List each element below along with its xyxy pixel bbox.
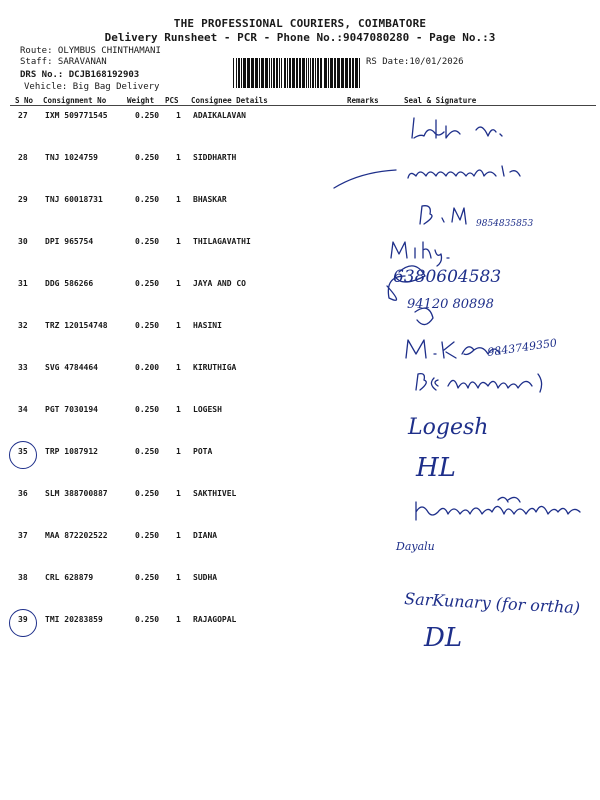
signature-37	[392, 530, 472, 560]
drs-number: DRS No.: DCJB168192903	[20, 70, 140, 80]
barcode-bar	[320, 58, 322, 88]
barcode-bar	[265, 58, 268, 88]
barcode-bar	[296, 58, 298, 88]
barcode-bar	[269, 58, 270, 88]
signature-34	[400, 404, 520, 444]
row-sno: 38	[18, 573, 28, 582]
barcode-bar	[271, 58, 272, 88]
row-sno: 37	[18, 531, 28, 540]
barcode-bar	[259, 58, 260, 88]
row-consignment: TNJ 1024759	[45, 153, 98, 162]
barcode-bar	[247, 58, 250, 88]
row-sno: 39	[18, 615, 28, 624]
table-row	[0, 442, 600, 484]
row-consignment: CRL 628879	[45, 573, 94, 582]
company-title: THE PROFESSIONAL COURIERS, COIMBATORE	[173, 17, 427, 30]
row-consignee: SAKTHIVEL	[193, 489, 237, 498]
row-sno: 33	[18, 363, 28, 372]
barcode-bar	[289, 58, 291, 88]
barcode-bar	[337, 58, 340, 88]
rs-date: RS Date:10/01/2026	[366, 57, 464, 67]
barcode-bar	[241, 58, 242, 88]
signature-32-phone: 9843749350	[486, 336, 558, 359]
route-label: Route: OLYMBUS CHINTHAMANI	[20, 46, 161, 56]
barcode-bar	[273, 58, 275, 88]
signature-39	[400, 610, 520, 654]
row-consignee: SUDHA	[193, 573, 218, 582]
signature-stroke-28	[330, 168, 400, 193]
signature-29-phone: 9854835853	[476, 219, 534, 229]
row-sno: 27	[18, 111, 28, 120]
barcode-bar	[251, 58, 254, 88]
col-pcs: PCS	[165, 96, 179, 105]
barcode-bar	[276, 58, 278, 88]
row-weight: 0.250	[135, 489, 160, 498]
row-consignee: HASINI	[193, 321, 222, 330]
row-weight: 0.250	[135, 195, 160, 204]
barcode-bar	[359, 58, 360, 88]
row-consignee: KIRUTHIGA	[193, 363, 237, 372]
col-sno: S No	[15, 96, 34, 105]
row-consignment: IXM 509771545	[45, 111, 108, 120]
row-consignment: TNJ 60018731	[45, 195, 103, 204]
barcode-bar	[236, 58, 237, 88]
row-consignee: RAJAGOPAL	[193, 615, 237, 624]
row-sno: 30	[18, 237, 28, 246]
row-consignment: DDG 586266	[45, 279, 94, 288]
vehicle-label: Vehicle: Big Bag Delivery	[24, 82, 160, 92]
row-pcs: 1	[176, 153, 181, 162]
signature-36	[408, 490, 588, 530]
signature-35	[410, 448, 490, 484]
barcode-bar	[292, 58, 295, 88]
barcode-bar	[355, 58, 358, 88]
row-pcs: 1	[176, 489, 181, 498]
row-pcs: 1	[176, 405, 181, 414]
row-weight: 0.250	[135, 321, 160, 330]
barcode-bar	[328, 58, 329, 88]
col-remarks: Remarks	[347, 96, 379, 105]
row-consignment: DPI 965754	[45, 237, 94, 246]
barcode-bar	[281, 58, 282, 88]
row-pcs: 1	[176, 237, 181, 246]
barcode-bar	[315, 58, 316, 88]
barcode-bar	[302, 58, 305, 88]
row-sno: 34	[18, 405, 28, 414]
row-pcs: 1	[176, 321, 181, 330]
signature-39-text: DL	[424, 623, 463, 653]
signature-35-text: HL	[416, 453, 456, 483]
row-sno: 32	[18, 321, 28, 330]
signature-32	[400, 326, 590, 366]
row-consignment: TMI 20283859	[45, 615, 103, 624]
row-consignment: TRP 1087912	[45, 447, 98, 456]
staff-label: Staff: SARAVANAN	[20, 57, 107, 67]
row-weight: 0.200	[135, 363, 160, 372]
barcode-bar	[306, 58, 307, 88]
row-pcs: 1	[176, 363, 181, 372]
row-consignment: TRZ 120154748	[45, 321, 108, 330]
col-weight: Weight	[127, 96, 155, 105]
barcode-bar	[255, 58, 258, 88]
row-consignment: SVG 4784464	[45, 363, 98, 372]
row-consignment: SLM 388700887	[45, 489, 108, 498]
row-consignment: PGT 7030194	[45, 405, 98, 414]
barcode-bar	[261, 58, 264, 88]
row-weight: 0.250	[135, 573, 160, 582]
row-pcs: 1	[176, 279, 181, 288]
row-sno: 36	[18, 489, 28, 498]
col-consignment: Consignment No	[43, 96, 107, 105]
row-sno: 35	[18, 447, 28, 456]
row-consignee: JAYA AND CO	[193, 279, 246, 288]
row-pcs: 1	[176, 447, 181, 456]
signature-29	[410, 198, 560, 232]
barcode-bar	[330, 58, 333, 88]
row-weight: 0.250	[135, 279, 160, 288]
barcode-bar	[352, 58, 354, 88]
row-consignee: SIDDHARTH	[193, 153, 237, 162]
row-weight: 0.250	[135, 153, 160, 162]
barcode-bar	[287, 58, 288, 88]
barcode-bar	[324, 58, 327, 88]
row-pcs: 1	[176, 195, 181, 204]
barcode-image	[232, 58, 362, 88]
col-consignee: Consignee Details	[191, 96, 268, 105]
signature-34-text: Logesh	[408, 415, 489, 440]
signature-28	[400, 158, 530, 188]
table-row	[0, 526, 600, 568]
row-weight: 0.250	[135, 111, 160, 120]
signature-27	[400, 112, 520, 148]
row-weight: 0.250	[135, 531, 160, 540]
barcode-bar	[238, 58, 240, 88]
signature-31-phone: 6380604583	[393, 267, 502, 287]
row-consignee: POTA	[193, 447, 213, 456]
barcode-bar	[312, 58, 314, 88]
row-consignee: LOGESH	[193, 405, 222, 414]
row-pcs: 1	[176, 615, 181, 624]
barcode-bar	[345, 58, 348, 88]
barcode-bar	[308, 58, 309, 88]
row-weight: 0.250	[135, 615, 160, 624]
barcode-bar	[310, 58, 311, 88]
barcode-bar	[243, 58, 246, 88]
row-sno: 31	[18, 279, 28, 288]
row-weight: 0.250	[135, 405, 160, 414]
row-consignee: THILAGAVATHI	[193, 237, 251, 246]
barcode-bar	[334, 58, 336, 88]
barcode-bar	[299, 58, 301, 88]
col-seal: Seal & Signature	[404, 96, 477, 105]
signature-37-text: Dayalu	[396, 540, 435, 553]
row-sno: 29	[18, 195, 28, 204]
row-sno: 28	[18, 153, 28, 162]
signature-38-text: SarKunary (for ortha)	[403, 589, 581, 618]
barcode-bar	[341, 58, 344, 88]
signature-33	[408, 366, 558, 398]
signature-31-extra: 94120 80898	[407, 297, 494, 312]
barcode-bar	[349, 58, 351, 88]
barcode-bar	[233, 58, 234, 88]
runsheet-title: Delivery Runsheet - PCR - Phone No.:9047080280 - Page No.:3	[104, 31, 496, 44]
circle-mark-35	[9, 441, 37, 469]
row-weight: 0.250	[135, 237, 160, 246]
row-weight: 0.250	[135, 447, 160, 456]
row-consignee: BHASKAR	[193, 195, 227, 204]
circle-mark-39	[9, 609, 37, 637]
row-pcs: 1	[176, 111, 181, 120]
barcode-bar	[279, 58, 280, 88]
barcode-bar	[284, 58, 286, 88]
row-consignee: ADAIKALAVAN	[193, 111, 246, 120]
row-pcs: 1	[176, 531, 181, 540]
row-pcs: 1	[176, 573, 181, 582]
row-consignee: DIANA	[193, 531, 218, 540]
row-consignment: MAA 872202522	[45, 531, 108, 540]
barcode-bar	[317, 58, 319, 88]
